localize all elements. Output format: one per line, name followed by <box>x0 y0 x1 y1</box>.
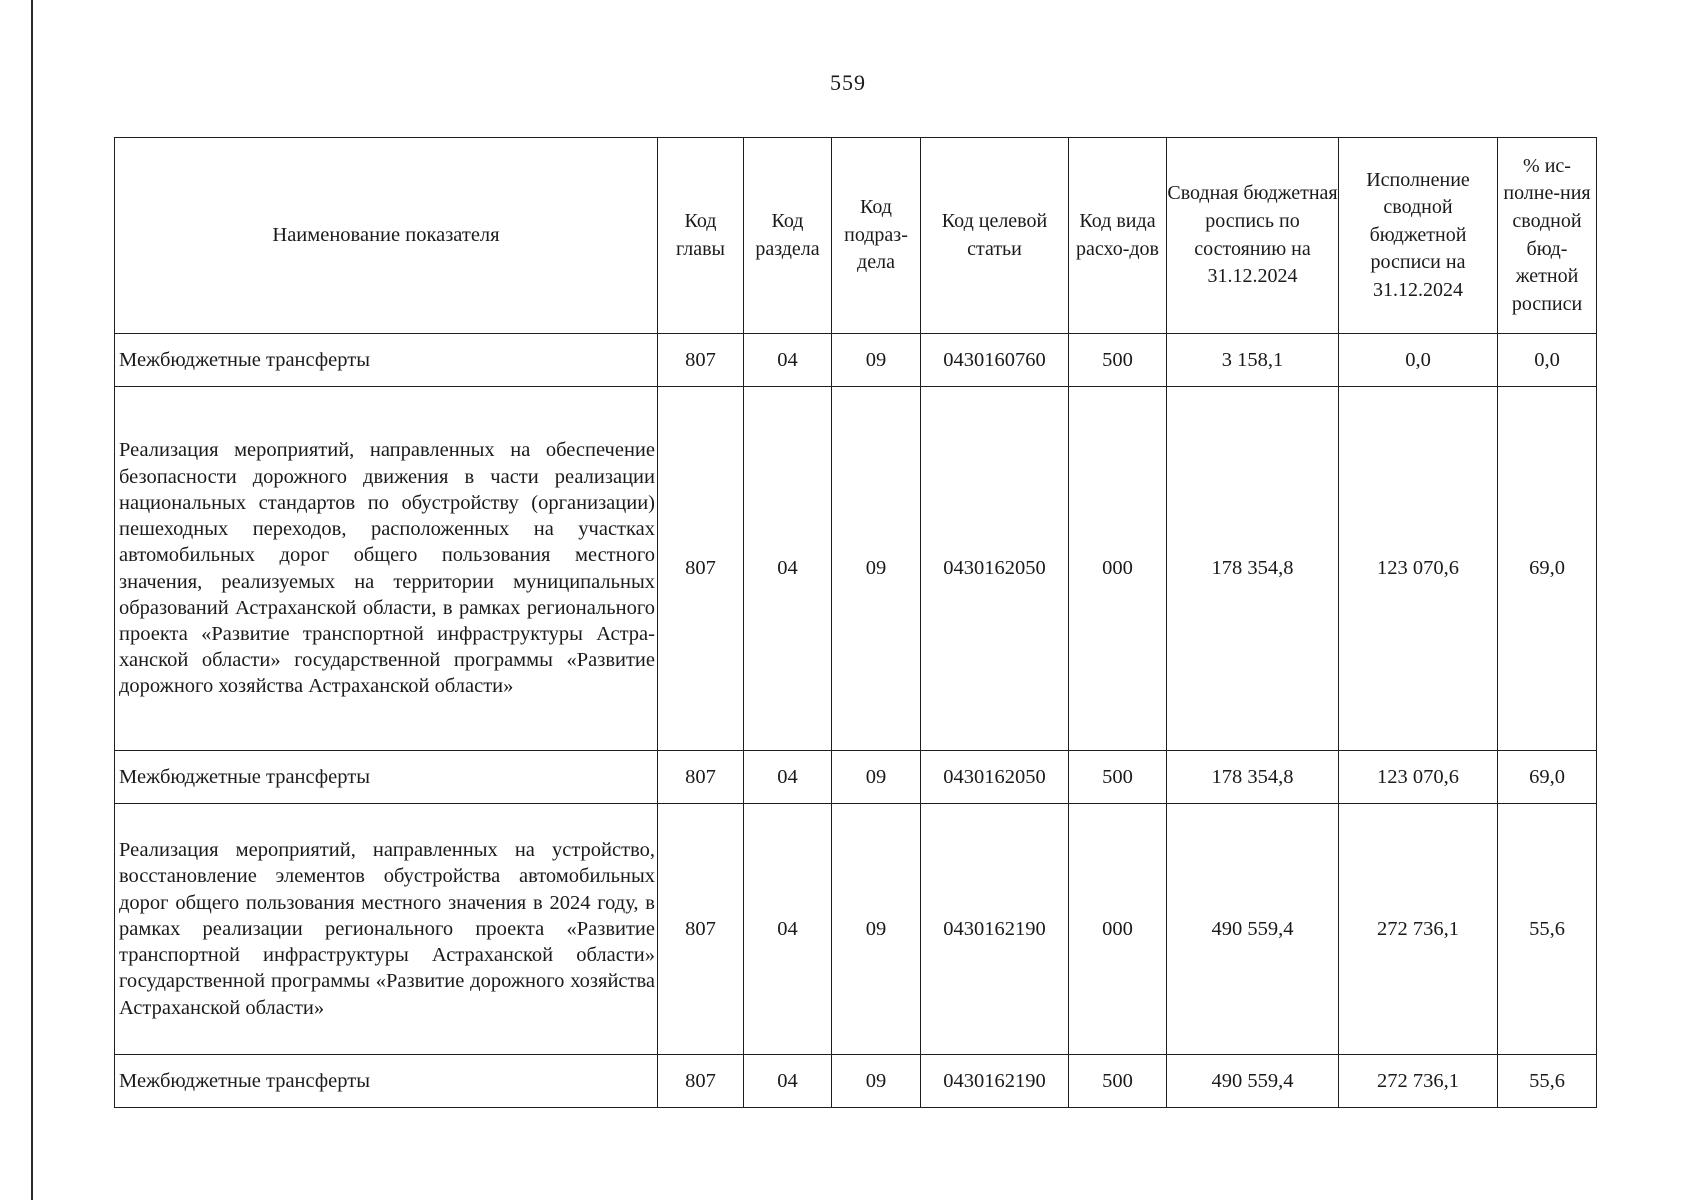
header-executed-budget: Исполнение сводной бюджетной росписи на 31.12.2024 <box>1339 138 1498 334</box>
table-header <box>115 138 1597 334</box>
row-section-code: 04 <box>744 1055 832 1108</box>
row-execution-percent: 69,0 <box>1498 751 1597 804</box>
row-execution-percent: 55,6 <box>1498 1055 1597 1108</box>
row-chapter-code: 807 <box>658 334 744 387</box>
row-planned-budget: 178 354,8 <box>1167 751 1339 804</box>
row-chapter-code: 807 <box>658 1055 744 1108</box>
row-expense-type-code: 000 <box>1069 387 1167 751</box>
header-planned-budget: Сводная бюджетная роспись по состоянию на 31.12.2024 <box>1167 138 1339 334</box>
row-subsection-code: 09 <box>832 751 921 804</box>
table-row <box>115 751 1597 804</box>
budget-execution-table <box>114 137 1597 1108</box>
row-executed-budget: 123 070,6 <box>1339 387 1498 751</box>
row-expense-type-code: 500 <box>1069 1055 1167 1108</box>
row-subsection-code: 09 <box>832 1055 921 1108</box>
row-indicator-name: Межбюджетные трансферты <box>115 1055 658 1108</box>
row-chapter-code: 807 <box>658 751 744 804</box>
row-indicator-name: Межбюджетные трансферты <box>115 334 658 387</box>
row-executed-budget: 123 070,6 <box>1339 751 1498 804</box>
header-expense-type-code: Код вида расхо-дов <box>1069 138 1167 334</box>
header-chapter-code: Код главы <box>658 138 744 334</box>
row-subsection-code: 09 <box>832 387 921 751</box>
row-chapter-code: 807 <box>658 804 744 1055</box>
row-expense-type-code: 500 <box>1069 334 1167 387</box>
row-target-article-code: 0430162190 <box>921 804 1069 1055</box>
row-expense-type-code: 500 <box>1069 751 1167 804</box>
row-execution-percent: 0,0 <box>1498 334 1597 387</box>
row-indicator-name: Межбюджетные трансферты <box>115 751 658 804</box>
header-target-article-code: Код целевой статьи <box>921 138 1069 334</box>
page-number: 559 <box>830 70 866 95</box>
row-subsection-code: 09 <box>832 804 921 1055</box>
row-target-article-code: 0430162190 <box>921 1055 1069 1108</box>
row-execution-percent: 55,6 <box>1498 804 1597 1055</box>
row-section-code: 04 <box>744 387 832 751</box>
row-section-code: 04 <box>744 334 832 387</box>
row-executed-budget: 0,0 <box>1339 334 1498 387</box>
table-row <box>115 804 1597 1055</box>
table-row <box>115 334 1597 387</box>
row-planned-budget: 490 559,4 <box>1167 804 1339 1055</box>
table-body <box>115 334 1597 1108</box>
header-indicator-name: Наименование показателя <box>115 138 658 334</box>
row-executed-budget: 272 736,1 <box>1339 1055 1498 1108</box>
row-planned-budget: 178 354,8 <box>1167 387 1339 751</box>
row-executed-budget: 272 736,1 <box>1339 804 1498 1055</box>
row-section-code: 04 <box>744 751 832 804</box>
row-planned-budget: 490 559,4 <box>1167 1055 1339 1108</box>
row-planned-budget: 3 158,1 <box>1167 334 1339 387</box>
header-subsection-code: Код подраз-дела <box>832 138 921 334</box>
row-execution-percent: 69,0 <box>1498 387 1597 751</box>
row-target-article-code: 0430160760 <box>921 334 1069 387</box>
left-margin-rule <box>31 0 33 1200</box>
table-row <box>115 1055 1597 1108</box>
row-target-article-code: 0430162050 <box>921 387 1069 751</box>
row-chapter-code: 807 <box>658 387 744 751</box>
row-indicator-name: Реализация мероприятий, направленных на устройство, восстановление элементов обустройства автомобильных дорог общего пользования местного значения в 2024 году, в рамках реализации регионального проекта «Развитие транспортной инфраструктуры Астраханской области» государственной программы «Развитие дорожного хозяйства Астраханской области» <box>115 804 658 1055</box>
row-expense-type-code: 000 <box>1069 804 1167 1055</box>
header-section-code: Код раздела <box>744 138 832 334</box>
row-target-article-code: 0430162050 <box>921 751 1069 804</box>
header-execution-percent: % ис-полне-ния сводной бюд-жетной росписи <box>1498 138 1597 334</box>
table-row <box>115 387 1597 751</box>
row-subsection-code: 09 <box>832 334 921 387</box>
row-section-code: 04 <box>744 804 832 1055</box>
row-indicator-name: Реализация мероприятий, направленных на обеспечение безопасности дорожного движения в части реализации национальных стандартов по обустройству (организации) пешеходных переходов, расположенных на участках автомобильных дорог общего пользования местного значения, реализуемых на территории муниципальных образований Астраханской области, в рамках регионального проекта «Развитие транспортной инфраструктуры Астраханской области» государственной программы «Развитие дорожного хозяйства Астраханской области» <box>115 387 658 751</box>
